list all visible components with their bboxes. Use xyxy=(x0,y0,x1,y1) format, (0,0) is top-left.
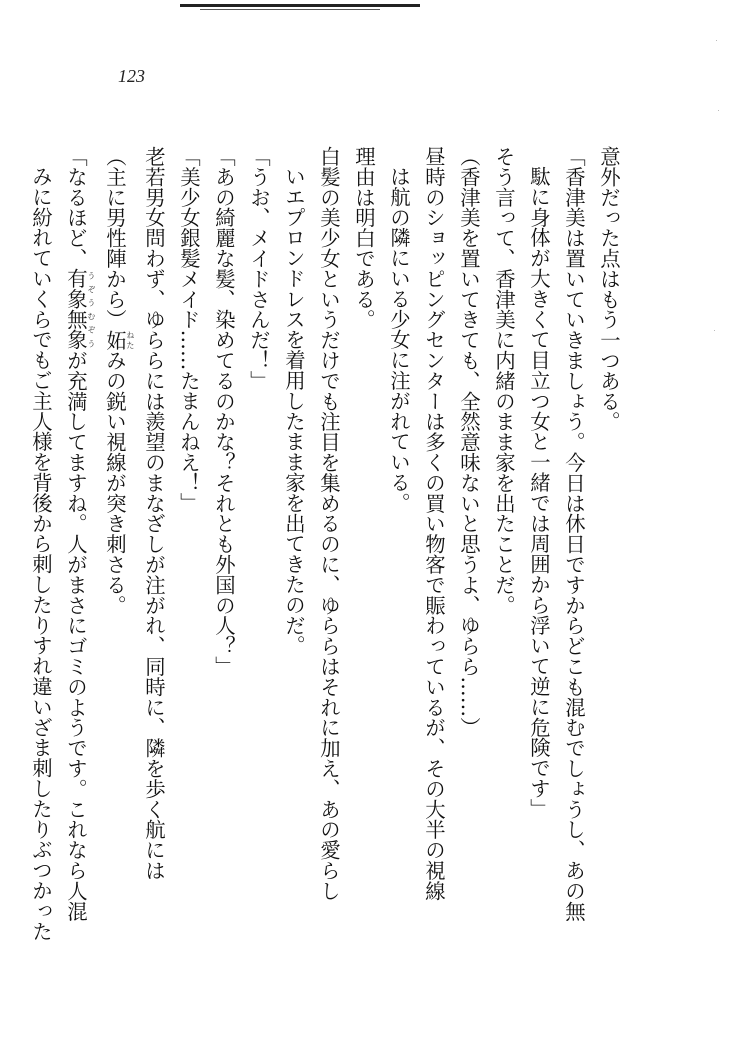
text-line: 理由は明白である。 xyxy=(352,146,376,330)
text-line: 駄に身体が大きくて目立つ女と一緒では周囲から浮いて逆に危険です」 xyxy=(527,166,551,820)
text-line: 意外だった点はもう一つある。 xyxy=(597,146,621,432)
text-line: 昼時のショッピングセンターは多くの買い物客で賑わっているが、その大半の視線 xyxy=(422,146,446,901)
text-line: 「うお、メイドさんだ！」 xyxy=(247,146,271,391)
text-line: 「香津美は置いていきましょう。今日は休日ですからどこも混むでしょうし、あの無 xyxy=(562,146,586,922)
ruby-base: 有象無象 xyxy=(64,268,88,351)
text-line: いエプロンドレスを着用したまま家を出てきたのだ。 xyxy=(282,166,306,656)
ruby-annotation xyxy=(103,329,136,351)
text-line: （香津美を置いてきても、全然意味ないと思うよ、ゆらら……） xyxy=(457,146,481,738)
text-segment: みの鋭い視線が突き刺さる。 xyxy=(103,350,127,616)
scan-speck xyxy=(718,110,719,111)
scan-speck xyxy=(716,40,717,41)
text-line: 「美少女銀髪メイド……たまんねえ！」 xyxy=(177,146,201,514)
scan-speck xyxy=(714,330,715,331)
text-line: 白髪の美少女というだけでも注目を集めるのに、ゆららはそれに加え、あの愛らし xyxy=(317,146,341,901)
text-segment: が充満してますね。人がまさにゴミのようです。これなら人混 xyxy=(64,350,88,922)
text-line: 「あの綺麗な髪、染めてるのかな？それとも外国の人？」 xyxy=(212,146,236,677)
text-line-with-ruby xyxy=(58,146,97,986)
ruby-reading: うぞうむぞう xyxy=(87,268,97,351)
text-line: 老若男女問わず、ゆららには羨望のまなざしが注がれ、同時に、隣を歩く航には xyxy=(142,146,166,881)
text-line: そう言って、香津美に内緒のまま家を出たことだ。 xyxy=(492,146,516,616)
scan-edge-line xyxy=(180,4,420,7)
text-line-with-ruby xyxy=(97,146,136,986)
text-segment: （主に男性陣から） xyxy=(103,146,127,330)
ruby-reading: ねた xyxy=(126,329,136,351)
ruby-base: 妬 xyxy=(103,329,127,351)
text-segment: 「なるほど、 xyxy=(64,146,88,269)
page-number: 123 xyxy=(118,66,145,86)
vertical-text-body xyxy=(23,146,626,986)
text-line: は航の隣にいる少女に注がれている。 xyxy=(387,166,411,514)
ruby-annotation xyxy=(64,268,97,351)
text-line: みに紛れていくらでもご主人様を背後から刺したりすれ違いざま刺したりぶつかった xyxy=(29,166,53,942)
scan-edge-line-thin xyxy=(200,9,380,10)
